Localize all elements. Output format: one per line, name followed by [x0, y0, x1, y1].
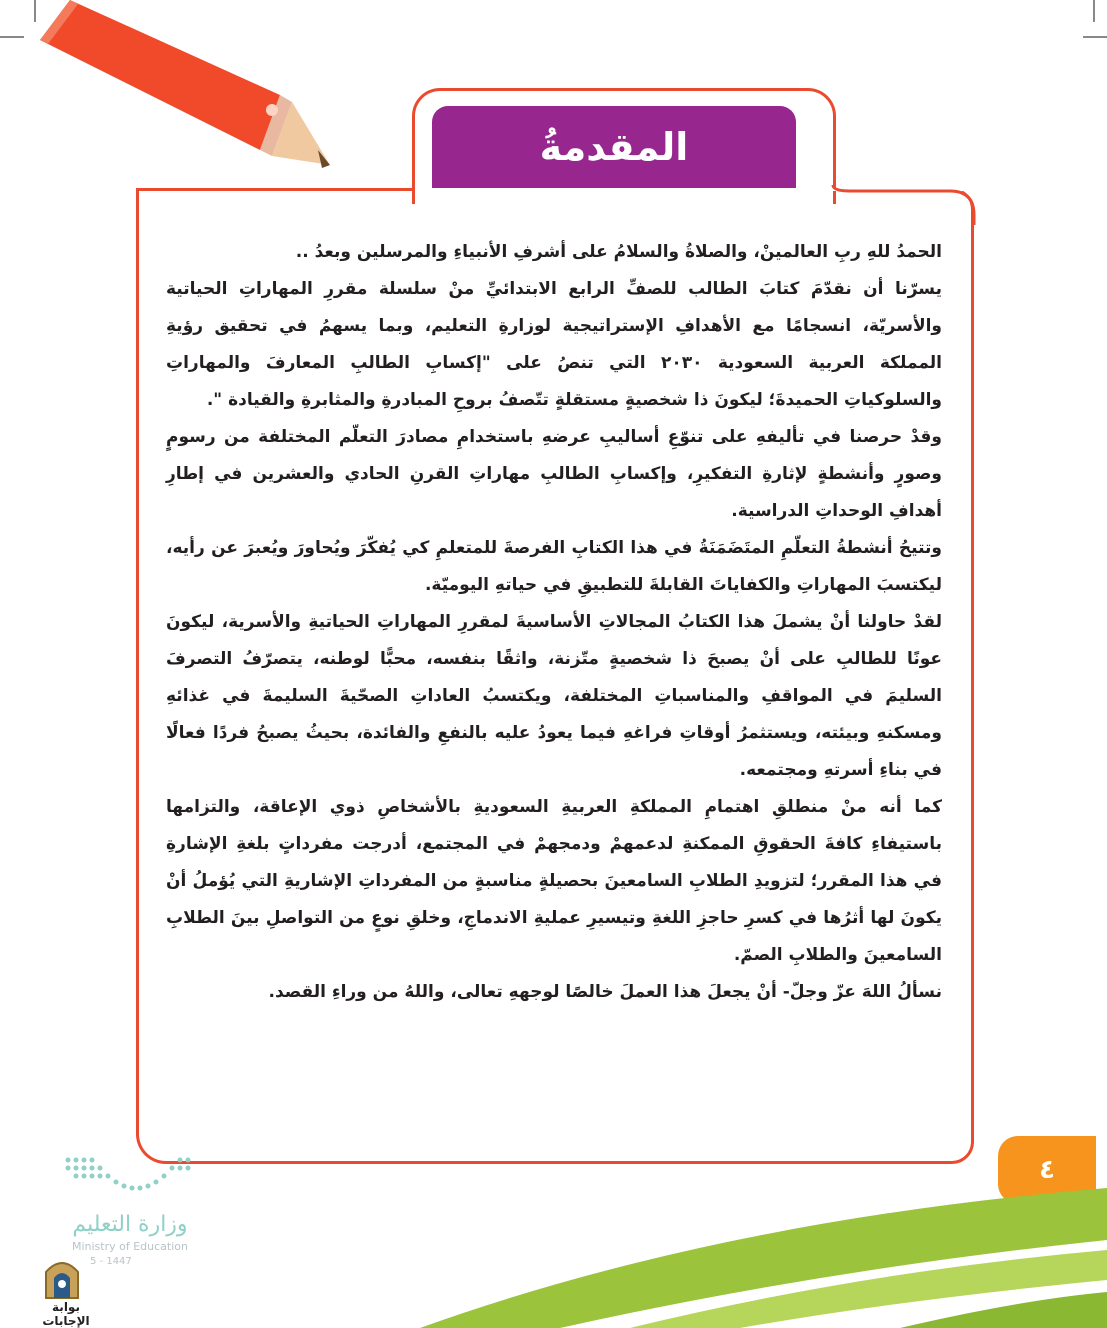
paragraph: وتتيحُ أنشطةُ التعلّمِ المتَضَمَنَةُ في هذا الكتابِ الفرصةَ للمتعلمِ كي يُفكّرَ ويُحاورَ ويُعبرَ عن رأيه، ليكتسبَ المهاراتِ والكفاياتَ القابلةَ للتطبيقِ في حياتهِ اليوميّة. — [166, 538, 942, 595]
ministry-year: 5 - 1447 — [90, 1256, 132, 1267]
ministry-name-english: Ministry of Education — [71, 1240, 188, 1253]
paragraph: يسرّنا أن نقدّمَ كتابَ الطالب للصفِّ الرابع الابتدائيِّ منْ سلسلة مقررِ المهاراتِ الحياتية والأسريّة، انسجامًا مع الأهدافِ الإستراتيجية لوزارةِ التعليم، وبما يسهمُ في تحقيق رؤيةِ المملكة العربية السعودية ٢٠٣٠ التي تنصُ على "إكسابِ الطالبِ المعارفَ والمهاراتِ والسلوكياتِ الحميدةَ؛ ليكونَ ذا شخصيةٍ مستقلةٍ تتّصفُ بروحِ المبادرةِ والمثابرةِ والقيادة ". — [166, 279, 943, 410]
title-banner — [432, 106, 796, 188]
scan-mark — [1093, 0, 1095, 22]
watermark-gate-icon — [42, 1254, 82, 1300]
paragraph: نسألُ اللهَ عزّ وجلّ- أنْ يجعلَ هذا العملَ خالصًا لوجههِ تعالى، واللهُ من وراءِ القصد. — [268, 982, 942, 1002]
page-title: المقدمةُ — [539, 125, 689, 169]
page-number: ٤ — [1039, 1155, 1055, 1185]
paragraph: لقدْ حاولنا أنْ يشملَ هذا الكتابُ المجالاتِ الأساسيةَ لمقررِ المهاراتِ الحياتيةِ والأسرية، ليكونَ عونًا للطالبِ على أنْ يصبحَ ذا شخصيةٍ متّزنة، واثقًا بنفسه، محبًّا لوطنه، يتصرّفُ التصرفَ السليمَ في المواقفِ والمناسباتِ المختلفة، ويكتسبُ العاداتِ الصحّيةَ السليمةَ في غذائهِ ومسكنهِ وبيئته، ويستثمرُ أوقاتِ فراغهِ فيما يعودُ عليه بالنفعِ والفائدة، بحيثُ يصبحُ فردًا فعالًا في بناءِ أسرتهِ ومجتمعه. — [166, 612, 942, 780]
paragraph: الحمدُ للهِ ربِ العالمينْ، والصلاةُ والسلامُ على أشرفِ الأنبياءِ والمرسلين وبعدُ .. — [295, 242, 942, 262]
pencil-illustration — [30, 0, 350, 200]
green-swoosh-decoration — [300, 1180, 1107, 1328]
introduction-text — [166, 234, 942, 1011]
ministry-name-arabic: وزارة التعليم — [72, 1212, 188, 1237]
frame-corner — [830, 185, 976, 225]
scan-mark — [1083, 36, 1107, 38]
paragraph: وقدْ حرصنا في تأليفهِ على تنوّعِ أساليبِ عرضهِ باستخدامِ مصادرَ التعلّم المختلفة من رسومٍ وصورٍ وأنشطةٍ لإثارةِ التفكيرِ، وإكسابِ الطالبِ مهاراتِ القرنِ الحادي والعشرين في إطارِ أهدافِ الوحداتِ الدراسية. — [166, 427, 942, 521]
watermark-label: بوابة الإجابات — [42, 1300, 90, 1328]
paragraph: كما أنه منْ منطلقِ اهتمامِ المملكةِ العربيةِ السعوديةِ بالأشخاصِ ذوي الإعاقة، والتزامها باستيفاءِ كافةَ الحقوقِ الممكنةِ لدعمهمْ ودمجهمْ في المجتمع، أدرجت مفرداتٍ بلغةِ الإشارةِ في هذا المقرر؛ لتزويدِ الطلابِ السامعينَ بحصيلةٍ مناسبةٍ من المفرداتِ الإشاريةِ التي يُؤملُ أنْ يكونَ لها أثرُها في كسرِ حاجزِ اللغةِ وتيسيرِ عمليةِ الاندماجِ، وخلقِ نوعٍ من التواصلِ بينَ الطلابِ السامعينَ والطلابِ الصمّ. — [166, 797, 942, 965]
scan-mark — [0, 36, 24, 38]
